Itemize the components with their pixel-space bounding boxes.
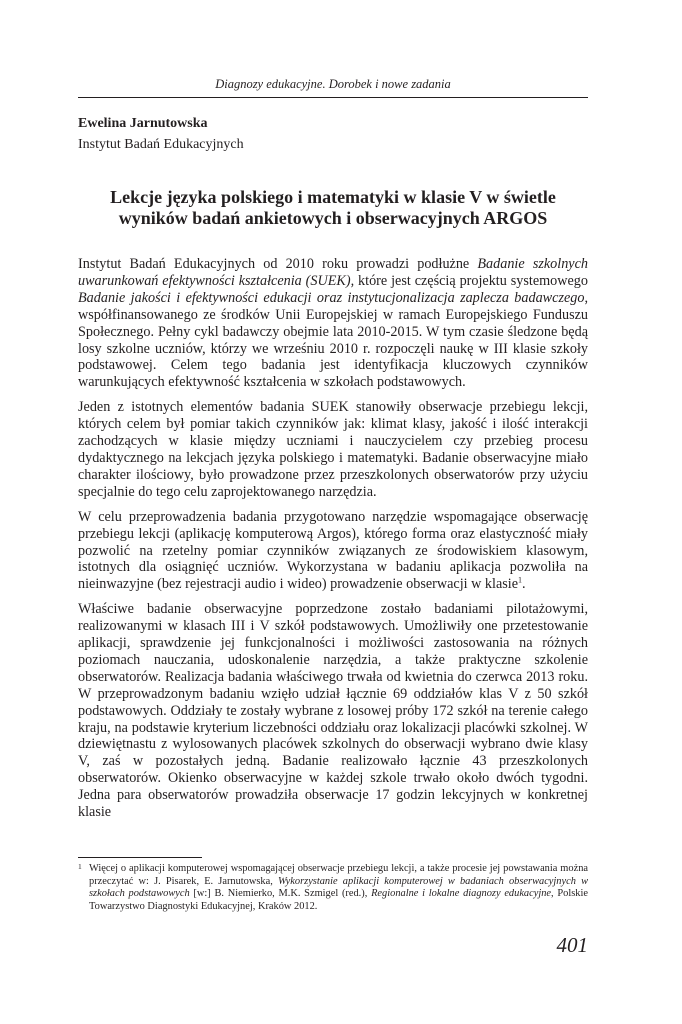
running-header: Diagnozy edukacyjne. Dorobek i nowe zadania [215, 77, 451, 91]
paragraph-2: Jeden z istotnych elementów badania SUEK stanowiły obserwacje przebiegu lekcji, których celem był pomiar takich czynników jak: klimat klasy, jakość i ilość interakcji zachodzących w klasie między uczniami i nauczycielem czy przebieg procesu dydaktycznego na lekcjach języka polskiego i matematyki. Badanie obserwacyjne miało charakter ilościowy, było prowadzone przez przeszkolonych obserwatorów przy użyciu specjalnie do tego celu zaprojektowanego narzędzia. [78, 399, 588, 500]
paragraph-1-study-name: Badanie szkolnych uwarunkowań efektywności kształcenia (SUEK), [78, 256, 588, 289]
footnote-text-b: [w:] B. Niemierko, M.K. Szmigel (red.), [189, 888, 372, 900]
paragraph-3-text: W celu przeprowadzenia badania przygotowano narzędzie wspomagające obserwację przebiegu lekcji (aplikację komputerową Argos), którego forma oraz elastyczność miały pozwolić na rzetelny pomiar czynników związanych ze środowiskiem klasowym, istotnych dla osiągnięć uczniów. Wykorzystana w badaniu aplikacja pozwoliła na nieinwazyjne (bez rejestracji audio i wideo) prowadzenie obserwacji w klasie [78, 508, 588, 593]
article-title-line-1: Lekcje języka polskiego i matematyki w klasie V w świetle [110, 187, 556, 207]
footnote-number: 1 [78, 862, 82, 871]
paragraph-1-project-name: Badanie jakości i efektywności edukacji oraz instytucjonalizacja zaplecza badawczego [78, 289, 585, 306]
footnote-text-c: , Polskie Towarzystwo Diagnostyki Edukacyjnej, Kraków 2012. [89, 888, 588, 912]
footnote-book-title: Regionalne i lokalne diagnozy edukacyjne [371, 888, 552, 900]
paragraph-1-text-b: które jest częścią projektu systemowego [354, 272, 588, 289]
article-title-line-2: wyników badań ankietowych i obserwacyjnych ARGOS [118, 208, 548, 228]
paragraph-1-text-a: Instytut Badań Edukacyjnych od 2010 roku prowadzi podłużne [78, 256, 478, 272]
paragraph-4: Właściwe badanie obserwacyjne poprzedzone zostało badaniami pilotażowymi, realizowanymi w klasach III i V szkół podstawowych. Umożliwiły one przetestowanie aplikacji, sprawdzenie jej funkcjonalności i możliwości zastosowania na różnych poziomach nauczania, udoskonalenie narzędzia, a także praktyczne szkolenie obserwatorów. Realizacja badania właściwego trwała od kwietnia do czerwca 2013 roku. W przeprowadzonym badaniu wzięło udział łącznie 69 oddziałów klas V z 50 szkół podstawowych. Oddziały te zostały wybrane z losowej próby 172 szkół na terenie całego kraju, na podstawie kryterium liczebności oddziału oraz lokalizacji placówki szkolnej. W dziewiętnastu z wylosowanych placówek szkolnych do obserwacji wybrano dwie klasy V, zaś w pozostałych jedną. Badanie realizowało łącznie 43 przeszkolonych obserwatorów. Okienko obserwacyjne w każdej szkole trwało około dwóch tygodni. Jedna para obserwatorów prowadziła obserwacje 17 godzin lekcyjnych w konkretnej klasie [78, 601, 588, 821]
article-body [78, 256, 588, 821]
footnote-rule [78, 857, 202, 858]
paragraph-1 [78, 256, 588, 391]
footnote-reference[interactable]: 1 [518, 575, 523, 585]
paragraph-1-text-c: , współfinansowanego ze środków Unii Europejskiej w ramach Europejskiego Funduszu Społecznego. Pełny cykl badawczy obejmie lata 2010-2015. W tym czasie śledzone będą losy szkolne uczniów, którzy we wrześniu 2010 r. rozpoczęli naukę w III klasie szkoły podstawowej. Celem tego badania jest identyfikacja kluczowych czynników warunkujących efektywność kształcenia w szkołach podstawowych. [78, 289, 588, 391]
author-affiliation: Instytut Badań Edukacyjnych [78, 137, 244, 152]
footnote-text [78, 863, 588, 913]
footnote-cited-title: Wykorzystanie aplikacji komputerowej w badaniach obserwacyjnych w szkołach podstawowych [89, 875, 588, 900]
article-title [90, 187, 576, 229]
paragraph-3-end: . [522, 576, 526, 593]
header-rule [78, 97, 588, 98]
paragraph-3 [78, 509, 588, 594]
footnote-text-a: Więcej o aplikacji komputerowej wspomagającej obserwacje przebiegu lekcji, a także procesie jej powstawania można przeczytać w: J. Pisarek, E. Jarnutowska, [89, 863, 588, 887]
author-name: Ewelina Jarnutowska [78, 116, 208, 131]
page-number: 401 [556, 933, 588, 957]
footnote [78, 863, 588, 913]
